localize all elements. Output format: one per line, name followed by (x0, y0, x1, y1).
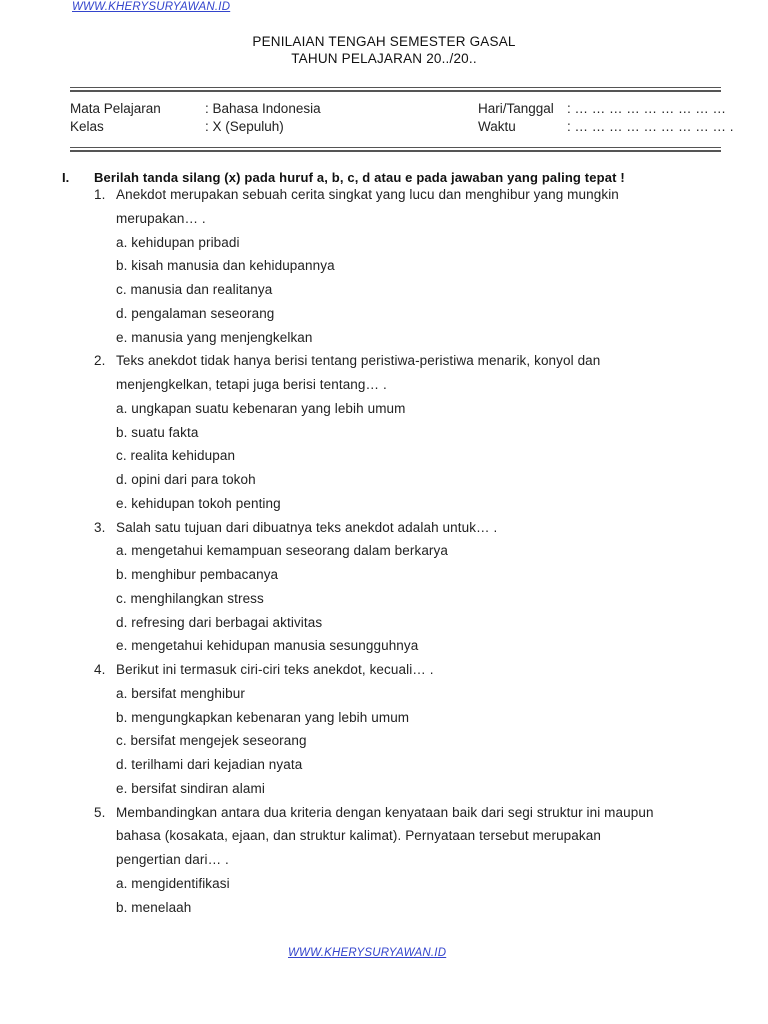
question-text: Anekdot merupakan sebuah cerita singkat yang lucu dan menghibur yang mungkin (116, 187, 619, 202)
answer-option[interactable]: e. bersifat sindiran alami (116, 780, 265, 796)
answer-option[interactable]: b. menghibur pembacanya (116, 567, 279, 582)
answer-option[interactable]: b. mengungkapkan kebenaran yang lebih umum (116, 709, 410, 725)
answer-option[interactable]: c. manusia dan realitanya (116, 282, 273, 297)
question-number: 3. (94, 519, 106, 535)
question-number: 5. (94, 804, 106, 820)
class-value: : X (Sepuluh) (205, 119, 284, 134)
answer-option[interactable]: c. bersifat mengejek seseorang (116, 733, 307, 749)
time-label: Waktu (478, 119, 516, 134)
question-text: Salah satu tujuan dari dibuatnya teks anekdot adalah untuk… . (116, 519, 498, 535)
answer-option[interactable]: a. mengidentifikasi (116, 875, 230, 891)
answer-option[interactable]: a. ungkapan suatu kebenaran yang lebih umum (116, 400, 406, 416)
section-number: I. (62, 170, 70, 185)
answer-option[interactable]: c. menghilangkan stress (116, 590, 264, 606)
answer-option[interactable]: b. menelaah (116, 899, 192, 915)
answer-option[interactable]: b. suatu fakta (116, 424, 199, 440)
question-text: menjengkelkan, tetapi juga berisi tentang… . (116, 377, 387, 392)
answer-option[interactable]: e. kehidupan tokoh penting (116, 495, 281, 511)
class-label: Kelas (70, 119, 104, 134)
header-website-link[interactable]: WWW.KHERYSURYAWAN.ID (72, 1, 231, 13)
question-text: Membandingkan antara dua kriteria dengan kenyataan baik dari segi struktur ini maupun (116, 804, 654, 820)
answer-option[interactable]: d. opini dari para tokoh (116, 472, 256, 487)
answer-option[interactable]: a. kehidupan pribadi (116, 234, 240, 250)
answer-option[interactable]: d. terilhami dari kejadian nyata (116, 757, 303, 772)
subject-label: Mata Pelajaran (70, 101, 161, 116)
time-value: : … … … … … … … … … . (567, 119, 734, 134)
question-number: 1. (94, 187, 106, 202)
question-text: bahasa (kosakata, ejaan, dan struktur kalimat). Pernyataan tersebut merupakan (116, 828, 601, 844)
answer-option[interactable]: b. kisah manusia dan kehidupannya (116, 258, 335, 274)
day-date-label: Hari/Tanggal (478, 101, 554, 116)
exam-title: PENILAIAN TENGAH SEMESTER GASAL (252, 34, 516, 49)
answer-option[interactable]: d. refresing dari berbagai aktivitas (116, 614, 323, 630)
answer-option[interactable]: e. manusia yang menjengkelkan (116, 329, 313, 345)
answer-option[interactable]: a. bersifat menghibur (116, 685, 245, 701)
day-date-value: : … … … … … … … … … (567, 101, 727, 116)
section-instruction: Berilah tanda silang (x) pada huruf a, b, c, d atau e pada jawaban yang paling tepat ! (94, 170, 625, 185)
question-number: 2. (94, 353, 106, 369)
answer-option[interactable]: d. pengalaman seseorang (116, 305, 275, 321)
answer-option[interactable]: a. mengetahui kemampuan seseorang dalam berkarya (116, 543, 448, 559)
question-text: Berikut ini termasuk ciri-ciri teks anekdot, kecuali… . (116, 662, 434, 677)
question-text: merupakan… . (116, 210, 206, 226)
question-text: pengertian dari… . (116, 852, 229, 867)
academic-year-title: TAHUN PELAJARAN 20../20.. (291, 51, 477, 66)
question-text: Teks anekdot tidak hanya berisi tentang peristiwa-peristiwa menarik, konyol dan (116, 353, 601, 369)
answer-option[interactable]: e. mengetahui kehidupan manusia sesungguhnya (116, 638, 419, 654)
question-number: 4. (94, 662, 106, 677)
subject-value: : Bahasa Indonesia (205, 101, 321, 116)
footer-website-link[interactable]: WWW.KHERYSURYAWAN.ID (288, 947, 447, 959)
header-top-rule (70, 87, 721, 92)
header-bottom-rule (70, 147, 721, 152)
answer-option[interactable]: c. realita kehidupan (116, 448, 236, 464)
